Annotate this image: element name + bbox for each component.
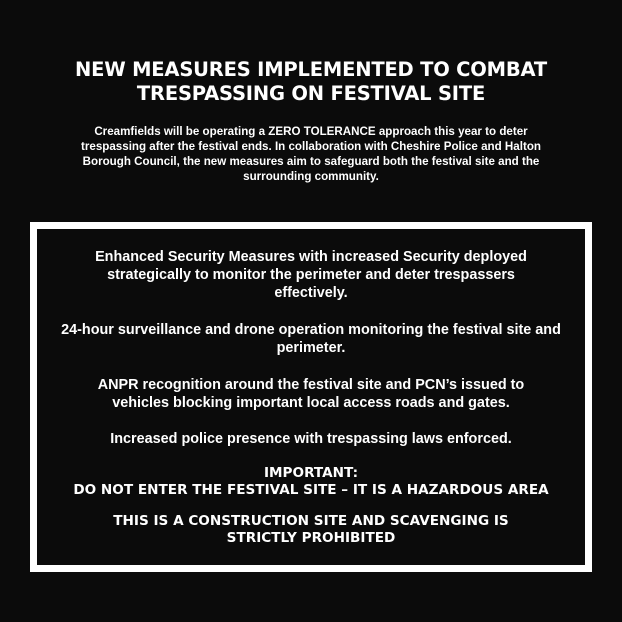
measure-surveillance: 24-hour surveillance and drone operation monitoring the festival site and perimeter.: [61, 322, 561, 356]
measures-box: [30, 222, 592, 572]
headline: [20, 58, 602, 106]
measure-security: Enhanced Security Measures with increased Security deployed strategically to monitor the perimeter and deter trespassers effectively.: [95, 249, 527, 301]
measure-police: Increased police presence with trespassing laws enforced.: [110, 431, 512, 447]
intro-paragraph: Creamfields will be operating a ZERO TOLERANCE approach this year to deter trespassing after the festival ends. In collaboration with Cheshire Police and Halton Borough Council, the new measures aim to safeguard both the festival site and the surrounding community.: [81, 125, 541, 183]
measure-anpr: ANPR recognition around the festival site and PCN’s issued to vehicles blocking important local access roads and gates.: [97, 377, 525, 411]
headline-line-1: NEW MEASURES IMPLEMENTED TO COMBAT: [74, 58, 548, 81]
headline-line-2: TRESPASSING ON FESTIVAL SITE: [136, 82, 486, 105]
important-heading: IMPORTANT:: [263, 465, 359, 481]
important-warning: [41, 465, 581, 499]
construction-warning: THIS IS A CONSTRUCTION SITE AND SCAVENGING IS STRICTLY PROHIBITED: [113, 513, 509, 546]
do-not-enter-line: DO NOT ENTER THE FESTIVAL SITE – IT IS A HAZARDOUS AREA: [73, 482, 549, 498]
